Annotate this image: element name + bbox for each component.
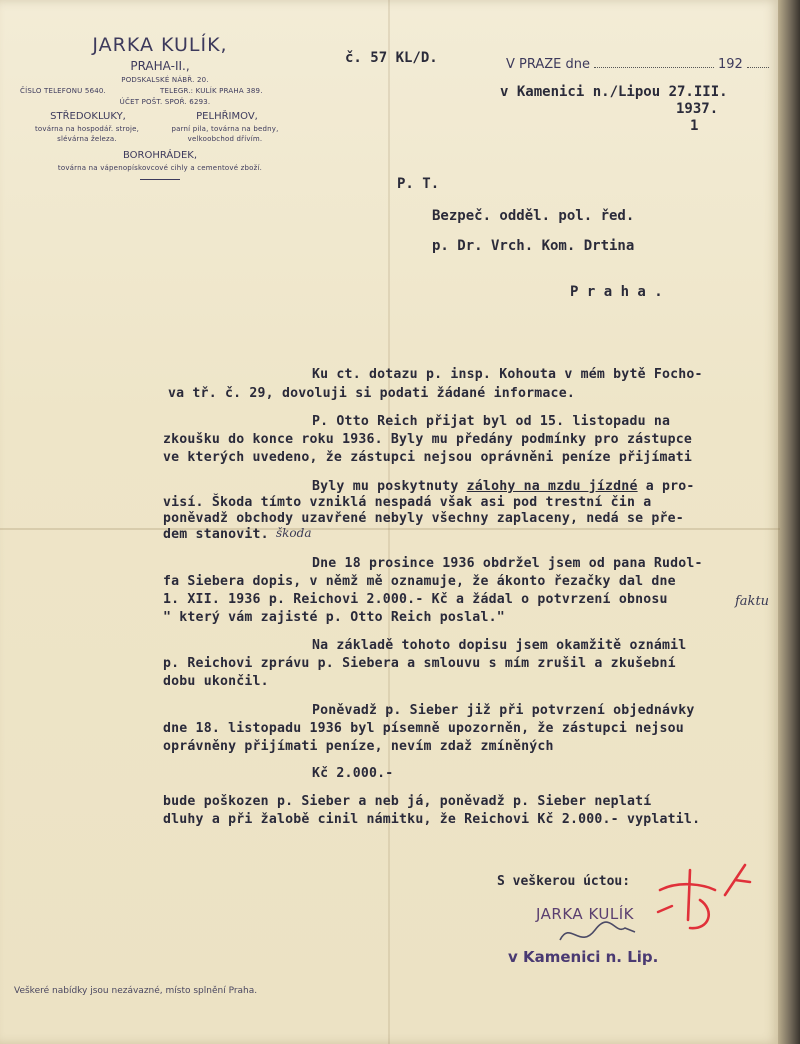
company-phone: ČÍSLO TELEFONU 5640. — [20, 87, 106, 95]
body-p1-line-2: va tř. č. 29, dovoluji si podati žádané informace. — [168, 386, 575, 401]
paper-edge-shadow — [778, 0, 800, 1044]
body-p5-line-2: p. Reichovi zprávu p. Siebera a smlouvu s mím zrušil a zkušební — [163, 656, 676, 671]
branch-1-name: STŘEDOKLUKY, — [50, 111, 126, 122]
date-dotted-line — [594, 57, 714, 68]
red-pencil-mark — [660, 865, 750, 928]
body-p3-line-4: dem stanovit. — [163, 527, 269, 542]
closing-phrase: S veškerou úctou: — [497, 874, 631, 889]
signature-drawing — [540, 860, 770, 970]
company-postal-account: ÚČET POŠT. SPOŘ. 6293. — [119, 98, 211, 106]
body-p6-line-1: Poněvadž p. Sieber již při potvrzení objednávky — [312, 703, 695, 718]
company-stamp-city: v Kamenici n. Lip. — [508, 948, 659, 966]
body-p1-line-1: Ku ct. dotazu p. insp. Kohouta v mém bytě Focho- — [312, 367, 703, 382]
branch-1-desc-2: slévárna železa. — [57, 135, 117, 143]
company-stamp-name: JARKA KULÍK — [536, 905, 634, 923]
branch-2-desc-1: parní pila, továrna na bedny, — [171, 125, 279, 133]
horizontal-fold — [0, 528, 780, 530]
body-p8-line-2: dluhy a při žalobě cinil námitku, že Reichovi Kč 2.000.- vyplatil. — [163, 812, 701, 827]
body-p3-line-1 — [312, 479, 695, 494]
body-p8-line-1: bude poškozen p. Sieber a neb já, poněvadž p. Sieber neplatí — [163, 794, 652, 809]
red-pencil-dash — [658, 906, 672, 912]
body-p5-line-3: dobu ukončil. — [163, 674, 269, 689]
company-city: PRAHA-II., — [130, 59, 190, 73]
typed-number: 1 — [690, 118, 699, 134]
body-p3-line-1-end: a pro- — [637, 479, 695, 494]
year-dotted-line — [747, 57, 769, 68]
branch-3-name: BOROHRÁDEK, — [122, 150, 198, 161]
underlined-phrase: zálohy na mzdu jízdné — [466, 479, 638, 494]
company-telegram: TELEGR.: KULÍK PRAHA 389. — [160, 87, 263, 95]
company-address: PODSKALSKÉ NÁBŘ. 20. — [121, 76, 209, 84]
body-p2-line-1: P. Otto Reich přijat byl od 15. listopadu na — [312, 414, 671, 429]
typed-date: v Kamenici n./Lipou 27.III. — [500, 84, 728, 100]
recipient-line-2: p. Dr. Vrch. Kom. Drtina — [432, 238, 635, 254]
body-p2-line-3: ve kterých uvedeno, že zástupci nejsou oprávněni peníze přijímati — [163, 450, 693, 465]
body-p4-line-4: " který vám zajisté p. Otto Reich poslal." — [163, 610, 505, 625]
body-p4-line-3: 1. XII. 1936 p. Reichovi 2.000.- Kč a žádal o potvrzení obnosu — [163, 592, 668, 607]
body-p5-line-1: Na základě tohoto dopisu jsem okamžitě oznámil — [312, 638, 687, 653]
body-amount: Kč 2.000.- — [312, 766, 394, 781]
signature-stroke — [560, 922, 635, 940]
printed-place-date — [506, 57, 773, 72]
branch-2-desc-2: velkoobchod dřívím. — [187, 135, 263, 143]
recipient-city: P r a h a . — [570, 284, 663, 300]
branch-2-name: PELHŘIMOV, — [196, 111, 258, 122]
body-p6-line-2: dne 18. listopadu 1936 byl písemně upozorněn, že zástupci nejsou — [163, 721, 684, 736]
salutation: P. T. — [397, 176, 440, 192]
handwritten-note-skoda: škoda — [276, 526, 312, 540]
handwritten-note-faktu: faktu — [735, 594, 770, 609]
recipient-line-1: Bezpeč. odděl. pol. řed. — [432, 208, 635, 224]
branch-3-desc: továrna na vápenopískovcové cihly a cementové zboží. — [57, 164, 263, 172]
body-p3-line-3: poněvadž obchody uzavřené nebyly všechny zaplaceny, nedá se pře- — [163, 511, 684, 526]
letterhead-divider — [140, 179, 180, 180]
reference-number: č. 57 KL/D. — [345, 50, 438, 66]
printed-year: 192 — [718, 57, 743, 72]
body-p4-line-1: Dne 18 prosince 1936 obdržel jsem od pana Rudol- — [312, 556, 703, 571]
body-p3-line-1-start: Byly mu poskytnuty — [312, 479, 467, 494]
body-p4-line-2: fa Siebera dopis, v němž mě oznamuje, že ákonto řezačky dal dne — [163, 574, 676, 589]
body-p6-line-3: oprávněny přijímati peníze, nevím zdaž zmíněných — [163, 739, 554, 754]
typed-year: 1937. — [676, 101, 719, 117]
body-p3-line-2: visí. Škoda tímto vzniklá nespadá však asi pod trestní čin a — [163, 495, 652, 510]
company-name: JARKA KULÍK, — [92, 34, 228, 56]
footer-disclaimer: Veškeré nabídky jsou nezávazné, místo splnění Praha. — [14, 986, 258, 996]
branch-1-desc-1: továrna na hospodář. stroje, — [34, 125, 140, 133]
body-p2-line-2: zkoušku do konce roku 1936. Byly mu předány podmínky pro zástupce — [163, 432, 693, 447]
printed-place: V PRAZE dne — [506, 57, 591, 72]
